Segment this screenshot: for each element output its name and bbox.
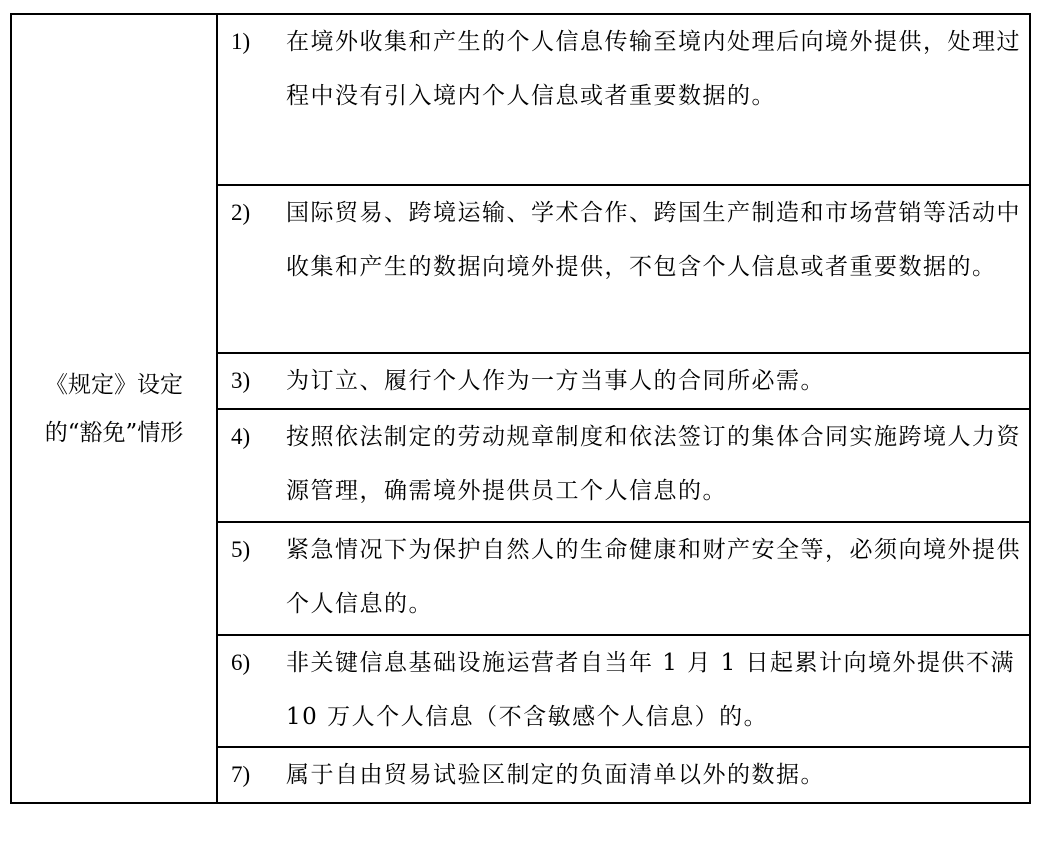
item-text: 在境外收集和产生的个人信息传输至境内处理后向境外提供，处理过程中没有引入境内个人信息或者重要数据的。: [286, 29, 1021, 109]
list-item: [218, 636, 1029, 744]
item-number: 3): [231, 368, 251, 393]
item-text: 属于自由贸易试验区制定的负面清单以外的数据。: [286, 762, 825, 788]
list-item: [218, 15, 1029, 123]
exemption-table: [10, 13, 1031, 804]
item-number: 1): [231, 29, 251, 54]
item-text: 紧急情况下为保护自然人的生命健康和财产安全等，必须向境外提供个人信息的。: [286, 537, 1021, 617]
item-number: 4): [231, 424, 251, 449]
list-item: [218, 410, 1029, 518]
item-number: 2): [231, 200, 251, 225]
item-number: 6): [231, 650, 251, 675]
item-text: 非关键信息基础设施运营者自当年 1 月 1 日起累计向境外提供不满 10 万人个人信息（不含敏感个人信息）的。: [286, 650, 1016, 730]
table-row: [11, 14, 1030, 185]
list-item: [218, 748, 1029, 802]
list-item: [218, 354, 1029, 408]
item-cell: [217, 522, 1030, 635]
item-cell: [217, 14, 1030, 185]
item-cell: [217, 635, 1030, 747]
item-cell: [217, 185, 1030, 353]
list-item: [218, 186, 1029, 294]
item-cell: [217, 747, 1030, 803]
item-text: 为订立、履行个人作为一方当事人的合同所必需。: [286, 368, 825, 394]
item-cell: [217, 353, 1030, 409]
item-text: 按照依法制定的劳动规章制度和依法签订的集体合同实施跨境人力资源管理，确需境外提供员工个人信息的。: [286, 424, 1021, 504]
item-number: 5): [231, 537, 251, 562]
item-text: 国际贸易、跨境运输、学术合作、跨国生产制造和市场营销等活动中收集和产生的数据向境外提供，不包含个人信息或者重要数据的。: [286, 200, 1021, 280]
item-cell: [217, 409, 1030, 522]
item-number: 7): [231, 762, 251, 787]
list-item: [218, 523, 1029, 631]
category-label-cell: [11, 14, 217, 803]
category-label: 《规定》设定的“豁免”情形: [44, 371, 184, 446]
